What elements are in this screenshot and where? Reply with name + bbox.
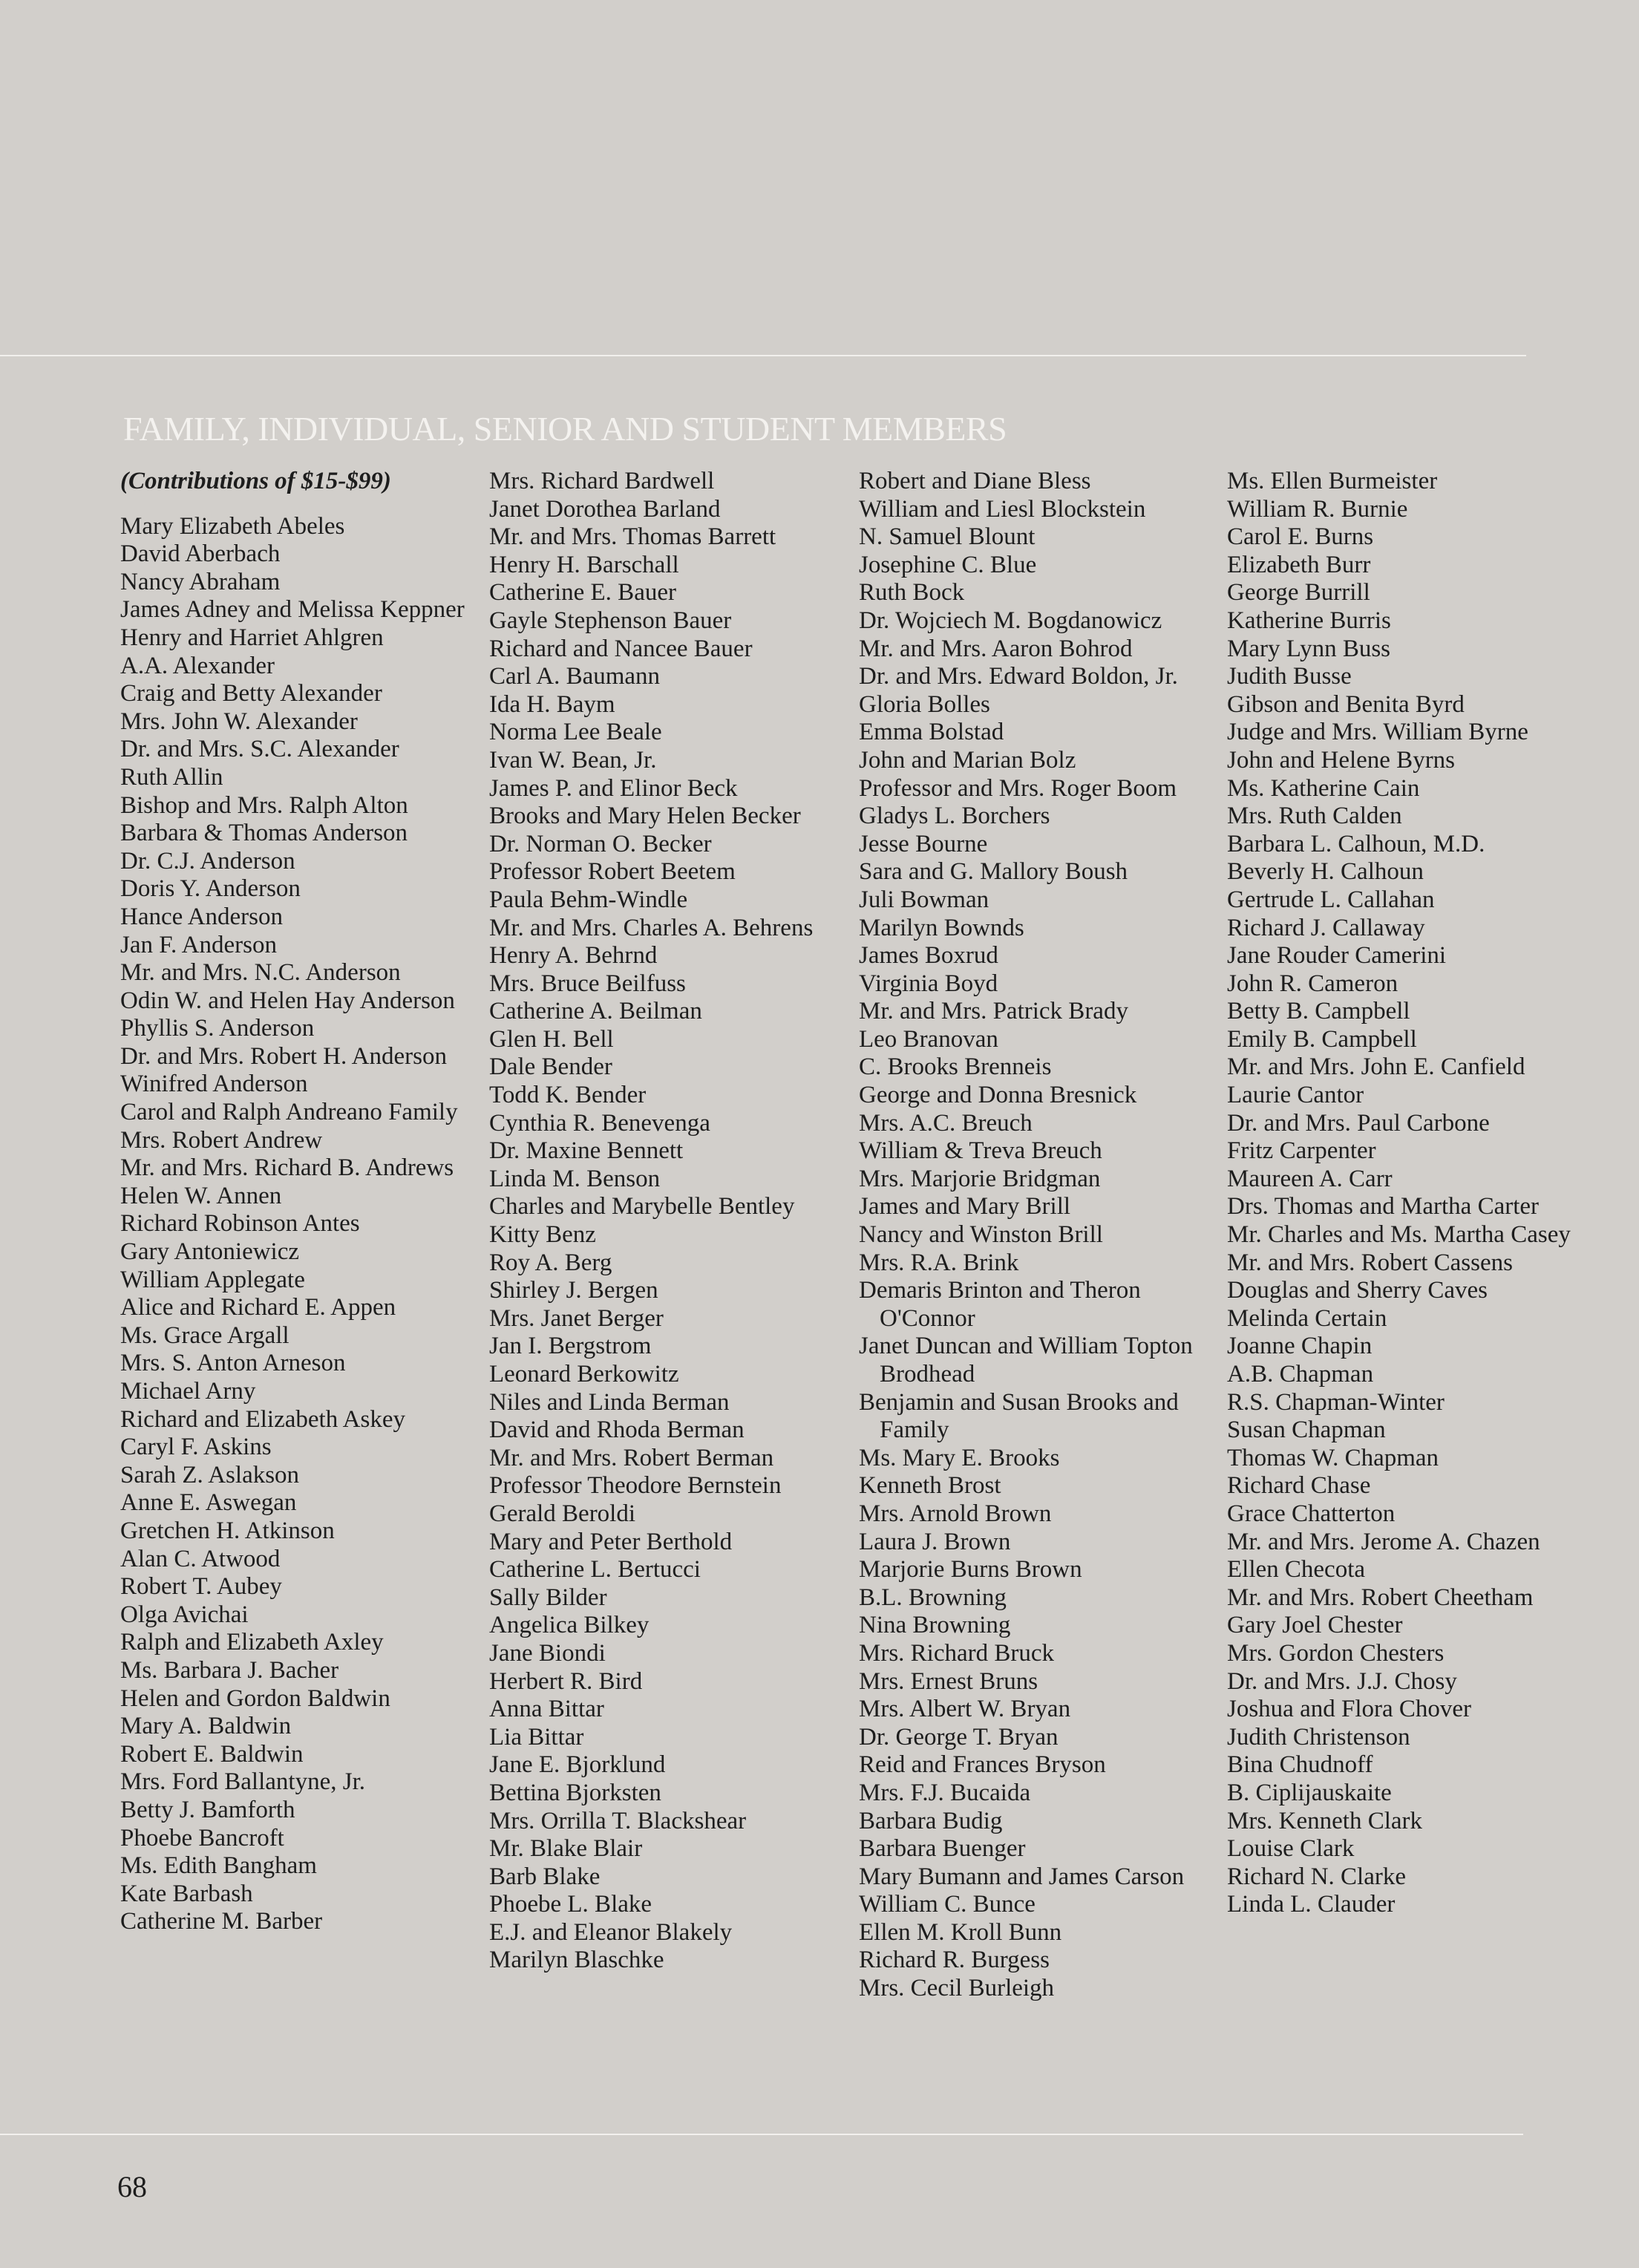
member-name: Jan F. Anderson	[120, 931, 277, 958]
member-name: Mrs. S. Anton Arneson	[120, 1350, 346, 1377]
member-name: Nina Browning	[859, 1612, 1011, 1639]
member-name: Cynthia R. Benevenga	[489, 1109, 710, 1137]
member-name: Gertrude L. Callahan	[1227, 886, 1435, 913]
member-name: Ralph and Elizabeth Axley	[120, 1629, 384, 1656]
member-name: Mrs. Marjorie Bridgman	[859, 1165, 1101, 1192]
member-name: Emma Bolstad	[859, 719, 1004, 746]
member-name: Marilyn Blaschke	[489, 1947, 664, 1974]
member-name: Nancy and Winston Brill	[859, 1221, 1103, 1249]
member-name: Betty J. Bamforth	[120, 1796, 295, 1823]
member-name: Gladys L. Borchers	[859, 803, 1050, 830]
member-name: Reid and Frances Bryson	[859, 1751, 1106, 1779]
member-name: Nancy Abraham	[120, 568, 281, 595]
member-name: Hance Anderson	[120, 903, 284, 930]
member-name: James and Mary Brill	[859, 1193, 1071, 1220]
bottom-divider	[0, 2134, 1523, 2135]
member-name: Beverly H. Calhoun	[1227, 858, 1424, 886]
member-name: Janet Duncan and William Topton Brodhead	[859, 1333, 1193, 1388]
member-name: Benjamin and Susan Brooks and Family	[859, 1388, 1179, 1444]
member-name: Niles and Linda Berman	[489, 1388, 730, 1416]
member-name: John R. Cameron	[1227, 970, 1398, 997]
member-name: Caryl F. Askins	[120, 1434, 272, 1461]
member-name: Mrs. Ford Ballantyne, Jr.	[120, 1768, 365, 1796]
member-name: Grace Chatterton	[1227, 1500, 1396, 1527]
member-name: George and Donna Bresnick	[859, 1082, 1137, 1109]
member-name: Todd K. Bender	[489, 1082, 647, 1109]
member-name: Henry H. Barschall	[489, 551, 679, 578]
member-name: Barb Blake	[489, 1863, 601, 1890]
page-number: 68	[117, 2170, 147, 2203]
member-name: Robert and Diane Bless	[859, 468, 1091, 494]
member-name: Barbara & Thomas Anderson	[120, 820, 408, 847]
member-name: James Adney and Melissa Keppner	[120, 596, 465, 624]
member-name: Jane Rouder Camerini	[1227, 942, 1447, 970]
member-name: Mrs. Orrilla T. Blackshear	[489, 1807, 747, 1834]
member-name: Phyllis S. Anderson	[120, 1015, 315, 1042]
member-name: Herbert R. Bird	[489, 1667, 643, 1695]
member-list-3	[859, 468, 1215, 2003]
member-name: Mary A. Baldwin	[120, 1713, 292, 1740]
contribution-range-subheading: (Contributions of $15-$99)	[120, 468, 391, 494]
member-name: Richard J. Callaway	[1227, 914, 1425, 941]
member-list-2	[489, 468, 845, 1975]
column-2	[489, 468, 845, 1975]
member-name: Betty B. Campbell	[1227, 998, 1410, 1025]
member-name: Gerald Beroldi	[489, 1500, 636, 1527]
member-name: Dr. and Mrs. Edward Boldon, Jr.	[859, 663, 1178, 690]
member-name: Mrs. Janet Berger	[489, 1304, 664, 1332]
member-name: Catherine E. Bauer	[489, 579, 676, 607]
member-name: Dr. Norman O. Becker	[489, 830, 712, 857]
member-name: A.A. Alexander	[120, 652, 275, 679]
member-name: Gibson and Benita Byrd	[1227, 690, 1465, 718]
member-name: George Burrill	[1227, 579, 1370, 607]
member-name: Odin W. and Helen Hay Anderson	[120, 987, 455, 1014]
member-name: Judge and Mrs. William Byrne	[1227, 719, 1528, 746]
member-name: Gary Joel Chester	[1227, 1612, 1403, 1639]
top-divider	[0, 355, 1526, 356]
member-name: Mrs. Ernest Bruns	[859, 1667, 1038, 1695]
member-name: Ruth Allin	[120, 763, 223, 791]
member-name: Katherine Burris	[1227, 607, 1391, 634]
member-name: Dr. and Mrs. Robert H. Anderson	[120, 1042, 447, 1070]
member-name: Ms. Katherine Cain	[1227, 774, 1420, 802]
member-name: Mrs. F.J. Bucaida	[859, 1779, 1031, 1806]
member-name: Mary and Peter Berthold	[489, 1528, 733, 1555]
member-name: Drs. Thomas and Martha Carter	[1227, 1193, 1540, 1220]
member-name: Thomas W. Chapman	[1227, 1444, 1439, 1471]
member-name: Gayle Stephenson Bauer	[489, 607, 732, 634]
member-name: Kate Barbash	[120, 1880, 253, 1907]
member-name: Barbara Buenger	[859, 1835, 1026, 1863]
member-name: Helen and Gordon Baldwin	[120, 1684, 390, 1712]
member-name: Mr. Blake Blair	[489, 1835, 643, 1863]
member-name: Alan C. Atwood	[120, 1545, 281, 1572]
member-name: Winifred Anderson	[120, 1071, 308, 1098]
member-name: Louise Clark	[1227, 1835, 1355, 1863]
member-name: Mr. and Mrs. Jerome A. Chazen	[1227, 1528, 1540, 1555]
member-name: Maureen A. Carr	[1227, 1165, 1393, 1192]
member-name: Mary Lynn Buss	[1227, 635, 1391, 662]
member-name: Marilyn Bownds	[859, 914, 1024, 941]
member-name: Demaris Brinton and Theron O'Connor	[859, 1277, 1141, 1332]
member-name: Mr. and Mrs. Richard B. Andrews	[120, 1154, 454, 1182]
member-name: Richard and Elizabeth Askey	[120, 1405, 405, 1433]
member-name: Mrs. Gordon Chesters	[1227, 1639, 1445, 1667]
member-name: Mr. and Mrs. Robert Cassens	[1227, 1249, 1513, 1276]
member-name: Mr. and Mrs. Patrick Brady	[859, 998, 1128, 1025]
member-name: Ms. Ellen Burmeister	[1227, 468, 1438, 494]
member-name: Angelica Bilkey	[489, 1612, 650, 1639]
member-name: Dr. George T. Bryan	[859, 1723, 1059, 1751]
member-name: Ruth Bock	[859, 579, 965, 607]
member-name: Douglas and Sherry Caves	[1227, 1277, 1488, 1304]
member-name: Mrs. Richard Bruck	[859, 1639, 1055, 1667]
member-name: Emily B. Campbell	[1227, 1025, 1417, 1053]
member-name: Mrs. Albert W. Bryan	[859, 1696, 1071, 1723]
member-name: Paula Behm-Windle	[489, 886, 688, 913]
member-name: Mrs. Richard Bardwell	[489, 468, 715, 494]
member-name: Richard Robinson Antes	[120, 1210, 360, 1238]
member-name: Catherine M. Barber	[120, 1908, 323, 1935]
member-name: Joanne Chapin	[1227, 1333, 1373, 1360]
member-name: Elizabeth Burr	[1227, 551, 1371, 578]
member-name: Lia Bittar	[489, 1723, 584, 1751]
member-name: Brooks and Mary Helen Becker	[489, 803, 801, 830]
member-name: Fritz Carpenter	[1227, 1137, 1376, 1165]
member-name: Mr. and Mrs. Charles A. Behrens	[489, 914, 814, 941]
member-name: Bishop and Mrs. Ralph Alton	[120, 791, 408, 819]
member-name: Mr. and Mrs. John E. Canfield	[1227, 1053, 1525, 1081]
member-name: Gretchen H. Atkinson	[120, 1517, 335, 1544]
member-name: William C. Bunce	[859, 1891, 1036, 1918]
member-name: E.J. and Eleanor Blakely	[489, 1918, 733, 1946]
member-name: Virginia Boyd	[859, 970, 998, 997]
member-name: Kenneth Brost	[859, 1472, 1001, 1500]
member-name: Phoebe Bancroft	[120, 1824, 284, 1852]
member-name: Susan Chapman	[1227, 1416, 1386, 1444]
member-name: Shirley J. Bergen	[489, 1277, 658, 1304]
member-name: Jan I. Bergstrom	[489, 1333, 652, 1360]
member-name: William R. Burnie	[1227, 495, 1408, 523]
member-name: N. Samuel Blount	[859, 523, 1036, 551]
member-name: Craig and Betty Alexander	[120, 680, 382, 707]
member-name: Roy A. Berg	[489, 1249, 612, 1276]
member-name: Leonard Berkowitz	[489, 1361, 679, 1388]
member-name: Norma Lee Beale	[489, 719, 662, 746]
member-name: Professor Theodore Bernstein	[489, 1472, 782, 1500]
member-name: Ellen M. Kroll Bunn	[859, 1918, 1062, 1946]
member-name: William Applegate	[120, 1266, 305, 1293]
member-name: Ms. Mary E. Brooks	[859, 1444, 1060, 1471]
member-name: Jane E. Bjorklund	[489, 1751, 666, 1779]
member-name: Mr. and Mrs. Robert Berman	[489, 1444, 774, 1471]
member-name: Dr. and Mrs. J.J. Chosy	[1227, 1667, 1457, 1695]
member-name: Mary Bumann and James Carson	[859, 1863, 1185, 1890]
member-name: Ms. Grace Argall	[120, 1321, 289, 1349]
member-name: Jane Biondi	[489, 1639, 606, 1667]
member-name: Mrs. Bruce Beilfuss	[489, 970, 686, 997]
member-name: Professor and Mrs. Roger Boom	[859, 774, 1177, 802]
member-name: Richard Chase	[1227, 1472, 1371, 1500]
member-name: Bina Chudnoff	[1227, 1751, 1373, 1779]
member-name: Charles and Marybelle Bentley	[489, 1193, 795, 1220]
member-name: Melinda Certain	[1227, 1304, 1387, 1332]
member-name: David and Rhoda Berman	[489, 1416, 745, 1444]
member-name: Mrs. Kenneth Clark	[1227, 1807, 1423, 1834]
member-name: Doris Y. Anderson	[120, 875, 301, 903]
member-name: Ida H. Baym	[489, 690, 615, 718]
member-name: William & Treva Breuch	[859, 1137, 1102, 1165]
member-name: Ivan W. Bean, Jr.	[489, 746, 657, 774]
member-name: Henry and Harriet Ahlgren	[120, 624, 384, 651]
member-list-1	[120, 513, 477, 1936]
member-name: Professor Robert Beetem	[489, 858, 736, 886]
member-name: James P. and Elinor Beck	[489, 774, 738, 802]
member-name: Dr. and Mrs. S.C. Alexander	[120, 736, 399, 763]
member-name: Olga Avichai	[120, 1601, 249, 1628]
member-name: Barbara Budig	[859, 1807, 1003, 1834]
member-name: Janet Dorothea Barland	[489, 495, 721, 523]
member-name: A.B. Chapman	[1227, 1361, 1374, 1388]
member-name: Dr. C.J. Anderson	[120, 847, 295, 875]
member-name: Anna Bittar	[489, 1696, 604, 1723]
member-name: Richard R. Burgess	[859, 1947, 1050, 1974]
member-name: Catherine L. Bertucci	[489, 1556, 701, 1584]
member-name: Mr. Charles and Ms. Martha Casey	[1227, 1221, 1571, 1249]
member-name: Ellen Checota	[1227, 1556, 1366, 1584]
member-name: Jesse Bourne	[859, 830, 988, 857]
member-name: David Aberbach	[120, 540, 281, 568]
member-name: Mr. and Mrs. Thomas Barrett	[489, 523, 776, 551]
member-name: John and Helene Byrns	[1227, 746, 1456, 774]
member-name: Robert T. Aubey	[120, 1573, 282, 1601]
member-name: Joshua and Flora Chover	[1227, 1696, 1472, 1723]
member-name: Mrs. John W. Alexander	[120, 707, 358, 735]
member-name: Laura J. Brown	[859, 1528, 1011, 1555]
column-1	[120, 468, 477, 1936]
member-name: Mary Elizabeth Abeles	[120, 512, 345, 540]
member-name: Carl A. Baumann	[489, 663, 661, 690]
member-name: Catherine A. Beilman	[489, 998, 702, 1025]
member-name: Sally Bilder	[489, 1584, 607, 1611]
member-name: Richard and Nancee Bauer	[489, 635, 753, 662]
member-name: Richard N. Clarke	[1227, 1863, 1407, 1890]
member-name: Linda M. Benson	[489, 1165, 661, 1192]
member-name: Ms. Edith Bangham	[120, 1852, 317, 1880]
member-name: Juli Bowman	[859, 886, 989, 913]
member-name: Phoebe L. Blake	[489, 1891, 652, 1918]
member-name: Michael Arny	[120, 1378, 256, 1405]
member-name: Josephine C. Blue	[859, 551, 1037, 578]
member-name: Marjorie Burns Brown	[859, 1556, 1082, 1584]
member-name: Barbara L. Calhoun, M.D.	[1227, 830, 1485, 857]
member-name: B. Ciplijauskaite	[1227, 1779, 1392, 1806]
member-name: Glen H. Bell	[489, 1025, 614, 1053]
member-name: Bettina Bjorksten	[489, 1779, 661, 1806]
member-name: Mrs. Robert Andrew	[120, 1126, 323, 1154]
member-name: Dr. and Mrs. Paul Carbone	[1227, 1109, 1490, 1137]
member-name: Henry A. Behrnd	[489, 942, 658, 970]
member-name: Helen W. Annen	[120, 1182, 282, 1209]
member-name: Mrs. Ruth Calden	[1227, 803, 1402, 830]
member-name: Mrs. A.C. Breuch	[859, 1109, 1033, 1137]
member-name: William and Liesl Blockstein	[859, 495, 1146, 523]
member-name: Gloria Bolles	[859, 690, 990, 718]
member-name: Judith Busse	[1227, 663, 1352, 690]
member-name: Ms. Barbara J. Bacher	[120, 1656, 339, 1684]
section-heading: FAMILY, INDIVIDUAL, SENIOR AND STUDENT MEMBERS	[123, 410, 1007, 448]
member-name: Judith Christenson	[1227, 1723, 1410, 1751]
member-name: Mrs. Arnold Brown	[859, 1500, 1052, 1527]
member-name: R.S. Chapman-Winter	[1227, 1388, 1445, 1416]
column-3	[859, 468, 1215, 2003]
member-name: Linda L. Clauder	[1227, 1891, 1396, 1918]
member-name: C. Brooks Brenneis	[859, 1053, 1052, 1081]
member-name: Dale Bender	[489, 1053, 612, 1081]
member-name: Laurie Cantor	[1227, 1082, 1364, 1109]
member-name: John and Marian Bolz	[859, 746, 1076, 774]
member-name: Kitty Benz	[489, 1221, 596, 1249]
column-4	[1227, 468, 1613, 1919]
member-name: Mr. and Mrs. Robert Cheetham	[1227, 1584, 1534, 1611]
member-name: Gary Antoniewicz	[120, 1238, 300, 1266]
member-name: Alice and Richard E. Appen	[120, 1294, 396, 1321]
member-name: James Boxrud	[859, 942, 998, 970]
member-name: Anne E. Aswegan	[120, 1489, 297, 1517]
member-name: Mr. and Mrs. N.C. Anderson	[120, 959, 401, 987]
member-name: Carol and Ralph Andreano Family	[120, 1099, 458, 1126]
member-list-4	[1227, 468, 1613, 1919]
member-name: Mrs. R.A. Brink	[859, 1249, 1019, 1276]
member-name: Dr. Maxine Bennett	[489, 1137, 684, 1165]
member-name: Carol E. Burns	[1227, 523, 1374, 551]
member-name: Robert E. Baldwin	[120, 1740, 304, 1768]
member-name: Leo Branovan	[859, 1025, 998, 1053]
member-name: Dr. Wojciech M. Bogdanowicz	[859, 607, 1162, 634]
member-name: Sara and G. Mallory Boush	[859, 858, 1128, 886]
member-name: Mr. and Mrs. Aaron Bohrod	[859, 635, 1133, 662]
member-name: Mrs. Cecil Burleigh	[859, 1975, 1055, 2002]
member-name: Sarah Z. Aslakson	[120, 1461, 300, 1488]
member-name: B.L. Browning	[859, 1584, 1007, 1611]
